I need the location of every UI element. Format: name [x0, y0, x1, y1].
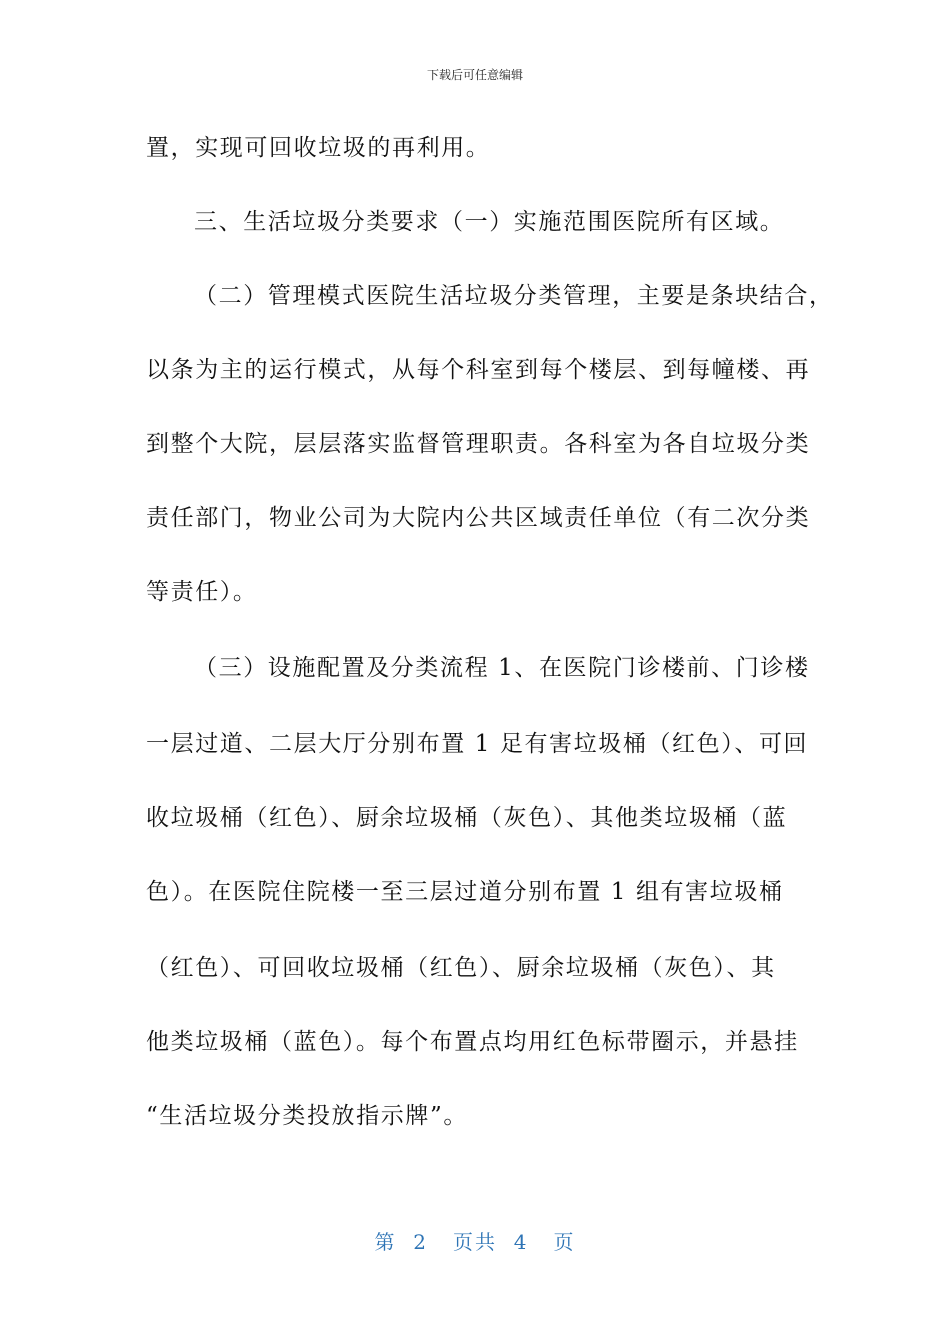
- total-pages-number: 4: [513, 1230, 529, 1254]
- paragraph-line: （红色）、可回收垃圾桶（红色）、厨余垃圾桶（灰色）、其: [146, 955, 776, 981]
- page-footer: [0, 1226, 950, 1255]
- paragraph-line: （三）设施配置及分类流程 1、在医院门诊楼前、门诊楼: [194, 655, 810, 681]
- footer-prefix: 第: [374, 1230, 397, 1254]
- page-header: 下载后可任意编辑: [426, 68, 523, 82]
- paragraph-line: “生活垃圾分类投放指示牌”。: [146, 1103, 468, 1129]
- footer-suffix: 页: [553, 1230, 576, 1254]
- paragraph-line: 以条为主的运行模式，从每个科室到每个楼层、到每幢楼、再: [146, 357, 811, 383]
- paragraph-line: 一层过道、二层大厅分别布置 1 足有害垃圾桶（红色）、可回: [146, 731, 809, 757]
- paragraph-line: 等责任）。: [146, 579, 258, 605]
- paragraph-line: 责任部门，物业公司为大院内公共区域责任单位（有二次分类: [146, 505, 811, 531]
- paragraph-line: （二）管理模式医院生活垃圾分类管理，主要是条块结合，: [194, 283, 834, 309]
- paragraph-line: 到整个大院，层层落实监督管理职责。各科室为各自垃圾分类: [146, 431, 811, 457]
- footer-middle: 页共: [453, 1230, 497, 1254]
- paragraph-line: 置，实现可回收垃圾的再利用。: [146, 135, 491, 161]
- paragraph-line: 三、生活垃圾分类要求（一）实施范围医院所有区域。: [194, 209, 785, 235]
- current-page-number: 2: [413, 1230, 428, 1254]
- paragraph-line: 色）。在医院住院楼一至三层过道分别布置 1 组有害垃圾桶: [146, 879, 784, 905]
- paragraph-line: 收垃圾桶（红色）、厨余垃圾桶（灰色）、其他类垃圾桶（蓝: [146, 805, 788, 831]
- paragraph-line: 他类垃圾桶（蓝色）。每个布置点均用红色标带圈示，并悬挂: [146, 1029, 799, 1055]
